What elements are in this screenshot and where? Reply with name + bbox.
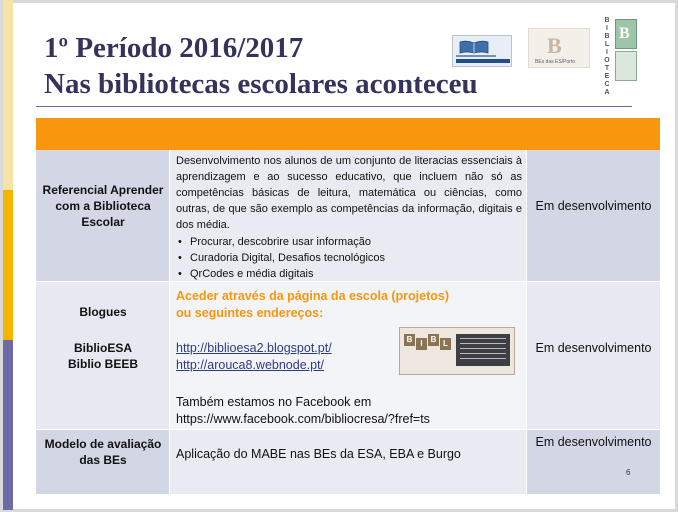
table-cell-label: [36, 150, 170, 281]
biblioteca-logo-block: [615, 51, 637, 81]
table-cell-label: [36, 430, 170, 494]
blog-link-biblioesa[interactable]: http://biblioesa2.blogspot.pt/: [176, 341, 332, 355]
table-header-bar: [36, 118, 660, 150]
logo-caption-bar: [456, 59, 510, 63]
bes-logo: [528, 28, 590, 68]
facebook-text: Também estamos no Facebook em: [176, 395, 372, 409]
biblioteca-logo: [603, 17, 639, 96]
row-label: Referencial Aprender com a Biblioteca Escolar: [42, 183, 164, 229]
table-cell-description: [170, 430, 527, 494]
slide-title-line1: 1º Período 2016/2017: [44, 32, 304, 64]
row-label: Blogues: [79, 305, 127, 319]
status-text: Em desenvolvimento: [535, 435, 652, 449]
bes-logo-mark: B: [547, 33, 562, 58]
slide-title-line2: Nas bibliotecas escolares aconteceu: [44, 68, 478, 100]
letter-tile: L: [440, 338, 451, 350]
bullet-list: [178, 234, 518, 282]
access-instruction-1: Aceder através da página da escola (projetos): [176, 289, 450, 303]
table-row: [36, 430, 660, 494]
activities-table: [36, 118, 660, 494]
list-item: • Procurar, descobrire usar informação: [178, 234, 518, 250]
letter-tile: B: [404, 334, 415, 346]
table-cell-description: [170, 282, 527, 429]
slide-frame-top: [0, 0, 678, 3]
letter-tile: B: [428, 334, 439, 346]
left-strip-gold: [3, 190, 13, 340]
facebook-url: https://www.facebook.com/bibliocresa/?fref=ts: [176, 412, 430, 426]
blog-banner-card: [456, 334, 510, 366]
table-cell-status: [527, 430, 660, 494]
status-text: Em desenvolvimento: [535, 199, 652, 213]
table-row: [36, 150, 660, 282]
row-description: Desenvolvimento nos alunos de um conjunto de literacias essenciais à aprendizagem e ao sucesso educativo, que incluem não só as competências básicas de leitura, matemática ou ciências, como outras, de que são exemplo as competências da informação, digitais e dos média.: [176, 155, 522, 231]
blog-banner-image: [399, 327, 515, 375]
logo-caption-bar: [456, 55, 496, 57]
table-cell-status: [527, 150, 660, 281]
table-cell-description: [170, 150, 527, 281]
library-logo: [452, 35, 512, 67]
row-label-blog-1: BiblioESA: [73, 341, 132, 355]
blog-link-arouca[interactable]: http://arouca8.webnode.pt/: [176, 358, 325, 372]
bes-logo-caption: BEs das ES/Porto: [535, 59, 576, 65]
page-number: 6: [626, 468, 631, 477]
biblioteca-logo-glyph: B: [619, 25, 630, 42]
table-cell-label: [36, 282, 170, 429]
biblioteca-logo-vertical-text: B I B L I O T E C A: [604, 17, 610, 96]
status-text: Em desenvolvimento: [535, 341, 652, 355]
open-book-icon: [459, 40, 489, 54]
table-row: [36, 282, 660, 430]
row-description: Aplicação do MABE nas BEs da ESA, EBA e Burgo: [176, 447, 461, 461]
row-label-blog-2: Biblio BEEB: [67, 357, 138, 371]
table-cell-status: [527, 282, 660, 429]
list-item: • QrCodes e média digitais: [178, 266, 518, 282]
letter-tile: I: [416, 338, 427, 350]
list-item: • Curadoria Digital, Desafios tecnológicos: [178, 250, 518, 266]
row-label: Modelo de avaliação das BEs: [44, 437, 162, 467]
access-instruction-2: ou seguintes endereços:: [176, 306, 324, 320]
title-divider: [36, 106, 632, 107]
slide-title: [44, 30, 478, 102]
left-strip-purple: [3, 340, 13, 510]
